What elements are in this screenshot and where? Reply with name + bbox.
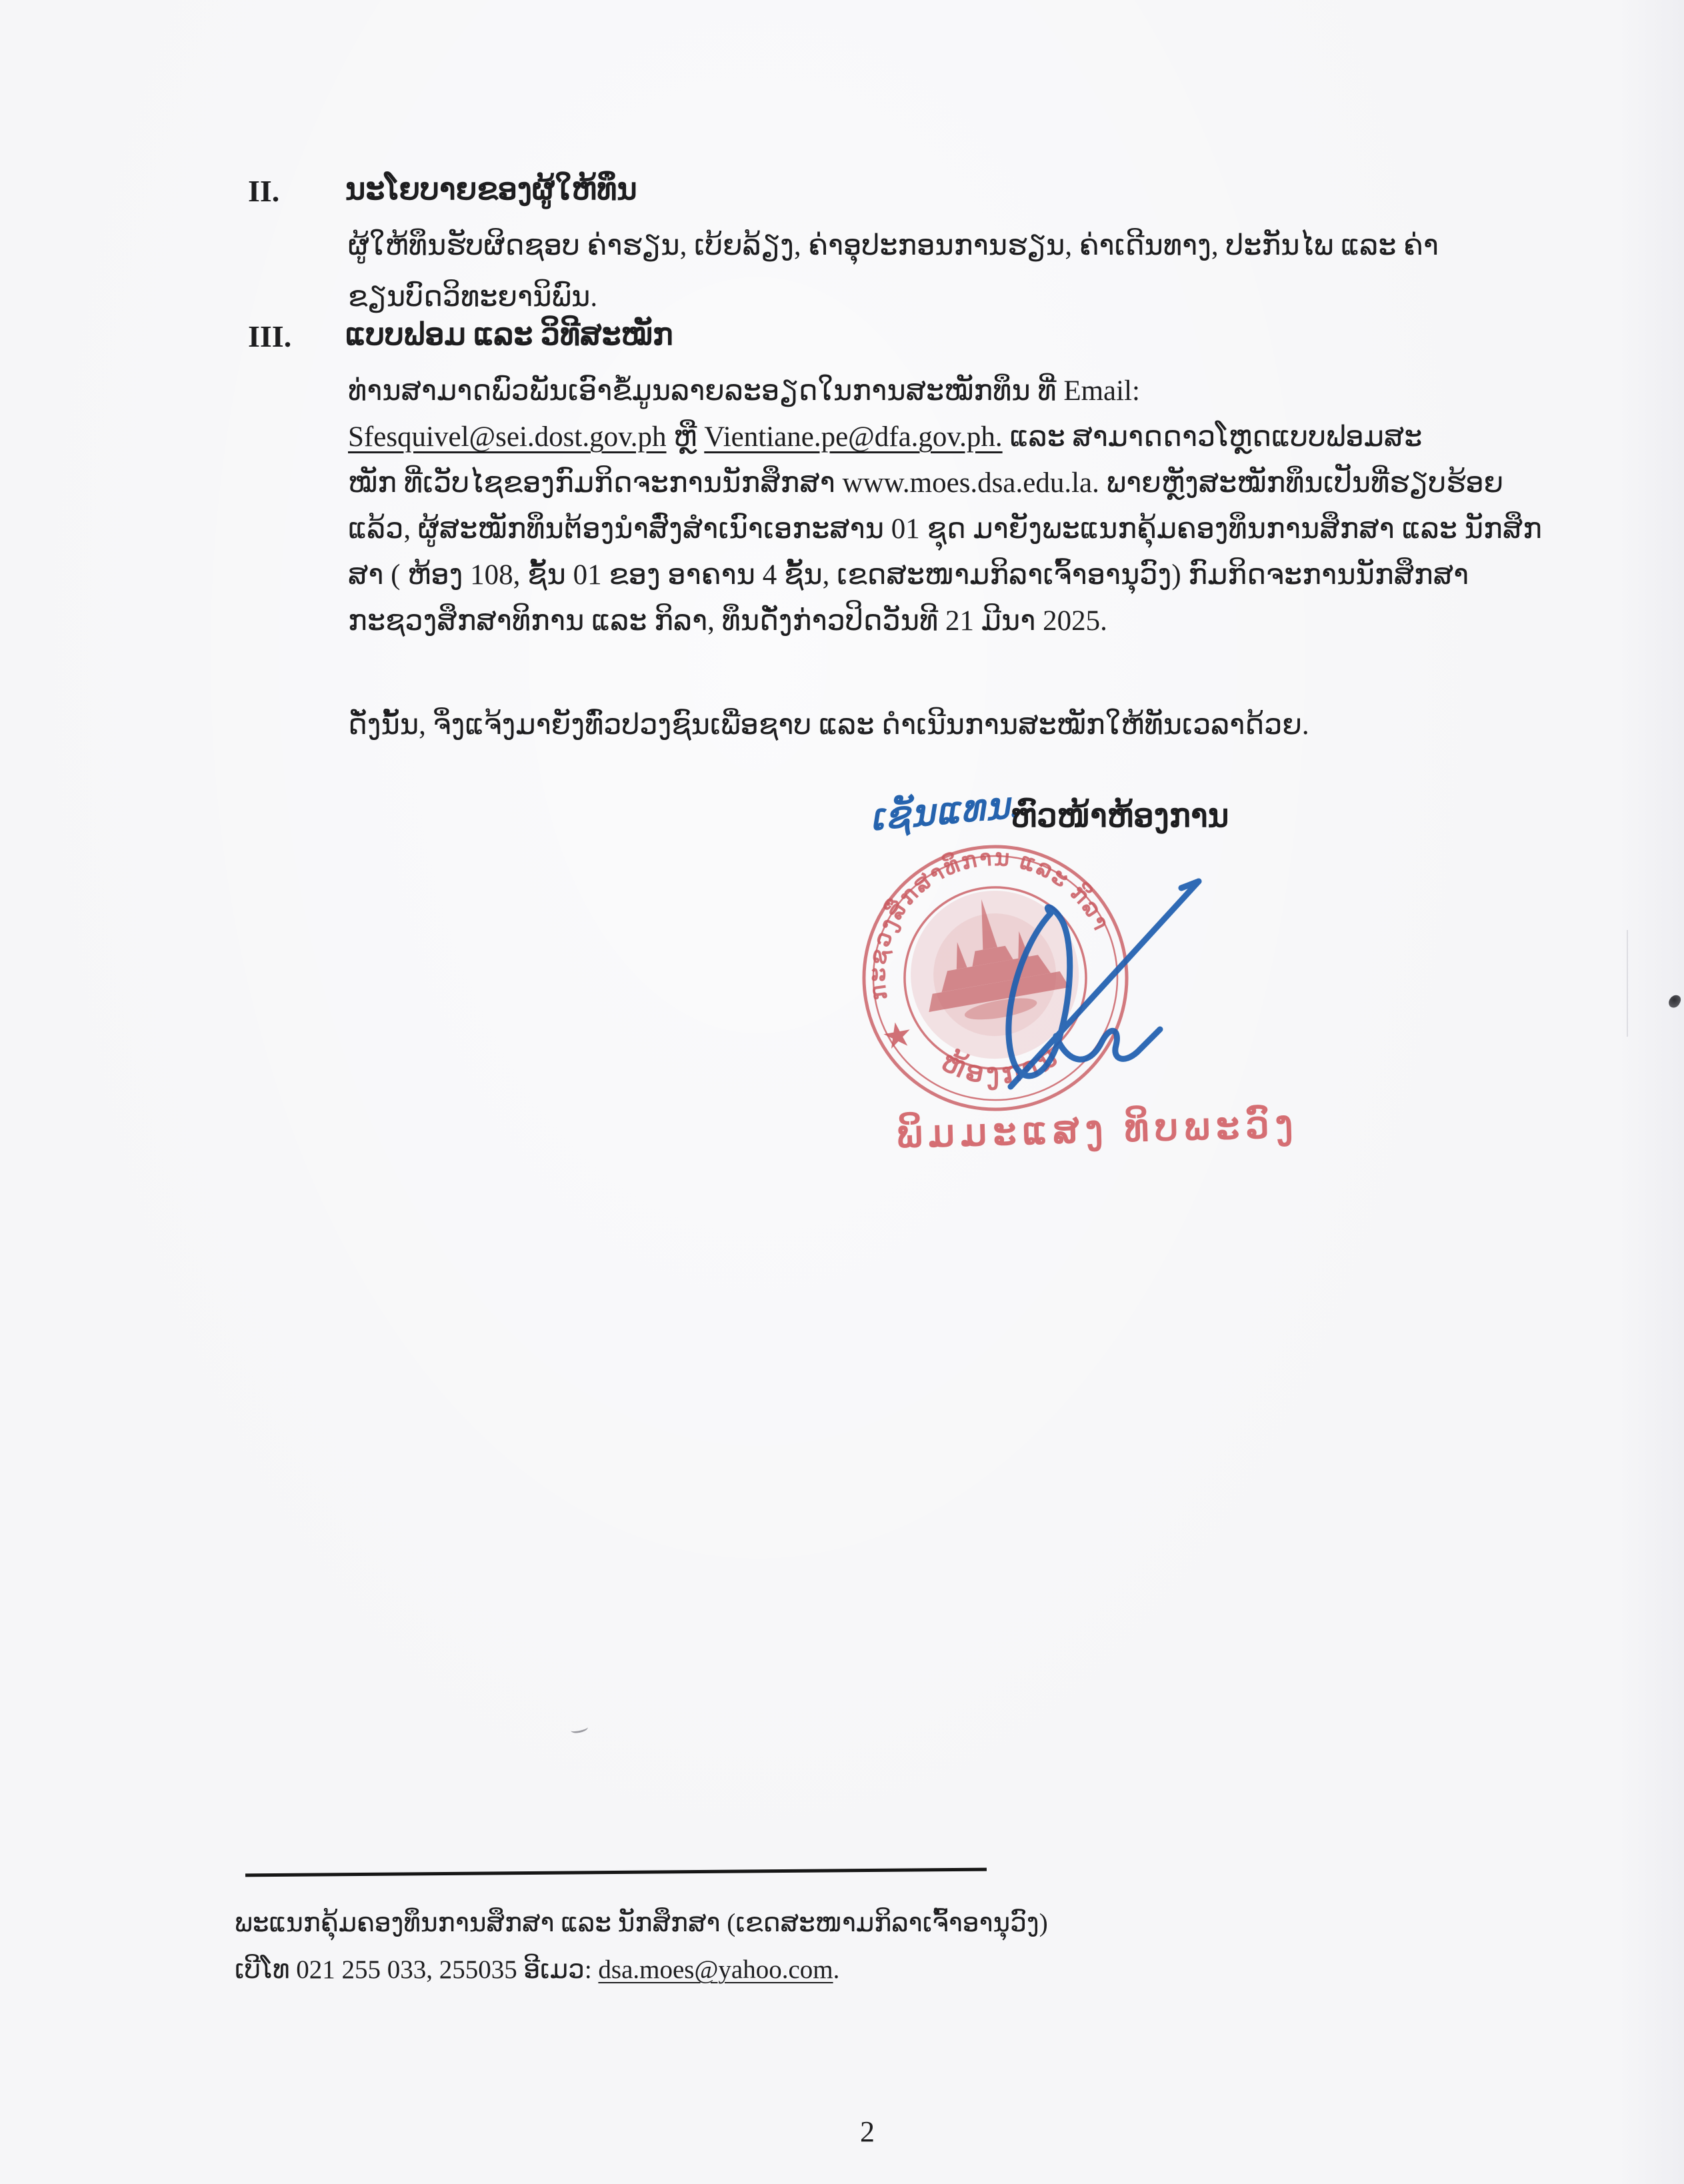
text-line	[348, 414, 1542, 460]
section-iii-heading: ແບບຟອມ ແລະ ວິທີສະໝັກ	[345, 317, 673, 351]
footer-contact-line	[235, 1955, 839, 1985]
scan-artifact-mark	[570, 1723, 589, 1734]
text-segment: ແລະ ສາມາດດາວໂຫຼດແບບຟອມສະ	[1002, 421, 1423, 453]
email-link[interactable]: Vientiane.pe@dfa.gov.ph.	[704, 421, 1003, 453]
text-line	[348, 460, 1542, 506]
footer-phone-text: ເບີໂທ 021 255 033, 255035 ອີເມວ:	[235, 1955, 599, 1984]
handwritten-signature	[932, 861, 1219, 1108]
text-line	[348, 552, 1542, 598]
stamped-name: ພິມມະແສງ ທິບພະວົງ	[896, 1104, 1300, 1156]
text-line	[348, 368, 1542, 414]
footer-email-link[interactable]: dsa.moes@yahoo.com	[598, 1955, 833, 1984]
stamp-arc-top-text: ກະຊວງສຶກສາທິການ ແລະ ກິລາ	[865, 845, 1115, 1002]
section-ii-heading: ນະໂຍບາຍຂອງຜູ້ໃຫ້ທຶນ	[345, 172, 637, 206]
section-ii-numeral: II.	[248, 174, 280, 208]
closing-paragraph: ດັ່ງນັ້ນ, ຈຶ່ງແຈ້ງມາຍັງທົ່ວປວງຊົນເພື່ອຊາບ ແລະ ດຳເນີນການສະໝັກໃຫ້ທັນເວລາດ້ວຍ.	[348, 709, 1309, 741]
text-line	[348, 506, 1542, 552]
signed-on-behalf-note: ເຊັນແທນ.	[868, 785, 1023, 838]
section-iii-body	[348, 368, 1542, 644]
signer-title: ຫົວໜ້າຫ້ອງການ	[1011, 799, 1229, 834]
scan-artifact-speck	[1667, 993, 1683, 1010]
stamp-arc-bottom-text: ຫ້ອງການ	[937, 1039, 1067, 1091]
text-segment: ສາ ( ຫ້ອງ 108, ຊັ້ນ 01 ຂອງ ອາຄານ 4 ຊັ້ນ, ເຂດສະໜາມກິລາເຈົ້າອານຸວົງ) ກົມກິດຈະການນັກສຶກສາ	[348, 559, 1469, 591]
text-segment: ຜູ້ໃຫ້ທຶນຮັບຜິດຊອບ ຄ່າຮຽນ, ເບ້ຍລ້ຽງ, ຄ່າອຸປະກອນການຮຽນ, ຄ່າເດີນທາງ, ປະກັນໄພ ແລະ ຄ່າ	[348, 230, 1439, 261]
email-link[interactable]: Sfesquivel@sei.dost.gov.ph	[348, 421, 667, 453]
text-segment: ກະຊວງສຶກສາທິການ ແລະ ກິລາ, ທຶນດັ່ງກ່າວປິດວັນທີ 21 ມີນາ 2025.	[348, 605, 1107, 637]
page-number: 2	[860, 2115, 875, 2148]
text-line	[348, 598, 1542, 644]
section-iii-numeral: III.	[248, 319, 292, 353]
text-segment: ໝັກ ທີ່ເວັບໄຊຂອງກົມກິດຈະການນັກສຶກສາ www.moes.dsa.edu.la. ພາຍຫຼັງສະໝັກທຶນເປັນທີ່ຮຽບຮ້ອຍ	[348, 467, 1504, 499]
text-segment: ຂຽນບົດວິທະຍານິພົນ.	[348, 281, 598, 313]
section-ii-body	[348, 220, 1439, 323]
footer-divider	[245, 1868, 987, 1877]
text-segment: ແລ້ວ, ຜູ້ສະໝັກທຶນຕ້ອງນຳສົ່ງສຳເນົາເອກະສານ 01 ຊຸດ ມາຍັງພະແນກຄຸ້ມຄອງທຶນການສຶກສາ ແລະ ນັກສຶກ	[348, 513, 1542, 545]
text-line	[348, 220, 1439, 271]
text-segment: ຫຼື	[666, 421, 705, 453]
text-line	[348, 271, 1439, 323]
stamp-star-icon: ★	[879, 1015, 917, 1058]
signature-strokes	[932, 861, 1219, 1108]
footer-period: .	[833, 1955, 840, 1984]
text-segment: ທ່ານສາມາດພົວພັນເອົາຂໍ້ມູນລາຍລະອຽດໃນການສະໝັກທຶນ ທີ່ Email:	[348, 375, 1140, 407]
footer-department-line: ພະແນກຄຸ້ມຄອງທຶນການສຶກສາ ແລະ ນັກສຶກສາ (ເຂດສະໜາມກິລາເຈົ້າອານຸວົງ)	[235, 1909, 1048, 1937]
scan-artifact-line	[1627, 930, 1628, 1037]
